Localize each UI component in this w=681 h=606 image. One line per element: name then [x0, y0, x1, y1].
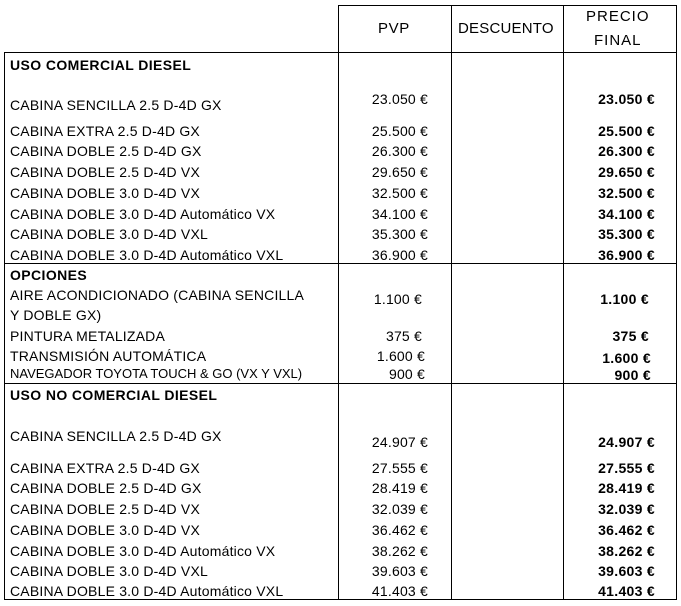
model-label: CABINA DOBLE 3.0 D-4D VX — [10, 522, 200, 538]
model-label: CABINA DOBLE 3.0 D-4D VXL — [10, 226, 208, 242]
pvp-value: 23.050 € — [371, 91, 428, 107]
pvp-value: 38.262 € — [371, 543, 428, 559]
pvp-value: 36.900 € — [371, 247, 428, 263]
final-price: 39.603 € — [598, 563, 655, 579]
table-left-border — [4, 52, 5, 600]
model-label: CABINA DOBLE 3.0 D-4D Automático VXL — [10, 583, 284, 599]
model-label: PINTURA METALIZADA — [10, 328, 166, 344]
section-title-opciones: OPCIONES — [10, 267, 88, 283]
model-label: TRANSMISIÓN AUTOMÁTICA — [10, 348, 207, 364]
pvp-value: 35.300 € — [371, 226, 428, 242]
model-label: CABINA DOBLE 3.0 D-4D Automático VX — [10, 206, 276, 222]
model-label-line2: Y DOBLE GX) — [10, 307, 102, 323]
pvp-value: 375 € — [385, 328, 422, 344]
final-price: 27.555 € — [598, 460, 655, 476]
final-price: 41.403 € — [598, 583, 655, 599]
model-label: CABINA DOBLE 2.5 D-4D GX — [10, 143, 202, 159]
final-price: 24.907 € — [598, 434, 655, 450]
table-bottom-border — [4, 599, 677, 600]
final-price: 28.419 € — [598, 480, 655, 496]
final-price: 29.650 € — [598, 164, 655, 180]
section-title-no-comercial: USO NO COMERCIAL DIESEL — [10, 387, 218, 403]
pvp-value: 27.555 € — [371, 460, 428, 476]
model-label: NAVEGADOR TOYOTA TOUCH & GO (VX Y VXL) — [10, 366, 303, 381]
header-bottom-border — [4, 52, 677, 53]
pvp-value: 24.907 € — [371, 434, 428, 450]
model-label: CABINA SENCILLA 2.5 D-4D GX — [10, 428, 222, 444]
model-label: CABINA DOBLE 2.5 D-4D VX — [10, 501, 200, 517]
final-price: 36.900 € — [598, 247, 655, 263]
pvp-value: 1.100 € — [373, 291, 422, 307]
final-price: 1.100 € — [600, 291, 649, 307]
model-label: CABINA DOBLE 3.0 D-4D Automático VXL — [10, 247, 284, 263]
final-price: 1.600 € — [602, 350, 651, 366]
header-precio-line2: FINAL — [594, 32, 642, 49]
final-price: 35.300 € — [598, 226, 655, 242]
section-divider-no-comercial — [4, 383, 677, 384]
model-label: CABINA DOBLE 2.5 D-4D GX — [10, 480, 202, 496]
model-label: CABINA DOBLE 3.0 D-4D Automático VX — [10, 543, 276, 559]
pvp-value: 32.500 € — [371, 185, 428, 201]
final-price: 32.039 € — [598, 501, 655, 517]
pvp-value: 25.500 € — [371, 123, 428, 139]
pvp-value: 32.039 € — [371, 501, 428, 517]
section-divider-opciones — [4, 263, 677, 264]
model-label: CABINA EXTRA 2.5 D-4D GX — [10, 460, 200, 476]
final-price: 32.500 € — [598, 185, 655, 201]
final-price: 25.500 € — [598, 123, 655, 139]
final-price: 38.262 € — [598, 543, 655, 559]
final-price: 375 € — [612, 328, 649, 344]
header-pvp: PVP — [378, 20, 410, 37]
model-label: CABINA EXTRA 2.5 D-4D GX — [10, 123, 200, 139]
pvp-value: 39.603 € — [371, 563, 428, 579]
final-price: 36.462 € — [598, 522, 655, 538]
pvp-value: 29.650 € — [371, 164, 428, 180]
final-price: 23.050 € — [598, 91, 655, 107]
pvp-value: 1.600 € — [376, 348, 425, 364]
final-price: 900 € — [614, 367, 651, 383]
header-precio-line1: PRECIO — [586, 8, 650, 25]
pvp-value: 41.403 € — [371, 583, 428, 599]
pvp-value: 28.419 € — [371, 480, 428, 496]
header-descuento: DESCUENTO — [458, 20, 554, 37]
pvp-value: 36.462 € — [371, 522, 428, 538]
model-label: CABINA DOBLE 3.0 D-4D VXL — [10, 563, 208, 579]
final-price: 26.300 € — [598, 143, 655, 159]
column-divider-descuento — [451, 5, 452, 600]
table-top-border — [338, 5, 677, 6]
model-label: CABINA DOBLE 2.5 D-4D VX — [10, 164, 200, 180]
pvp-value: 900 € — [388, 366, 425, 382]
model-label-line1: AIRE ACONDICIONADO (CABINA SENCILLA — [10, 287, 305, 303]
final-price: 34.100 € — [598, 206, 655, 222]
pvp-value: 34.100 € — [371, 206, 428, 222]
table-right-border — [676, 5, 677, 600]
model-label: CABINA SENCILLA 2.5 D-4D GX — [10, 97, 222, 113]
pvp-value: 26.300 € — [371, 143, 428, 159]
model-label: CABINA DOBLE 3.0 D-4D VX — [10, 185, 200, 201]
section-title-comercial: USO COMERCIAL DIESEL — [10, 57, 192, 73]
